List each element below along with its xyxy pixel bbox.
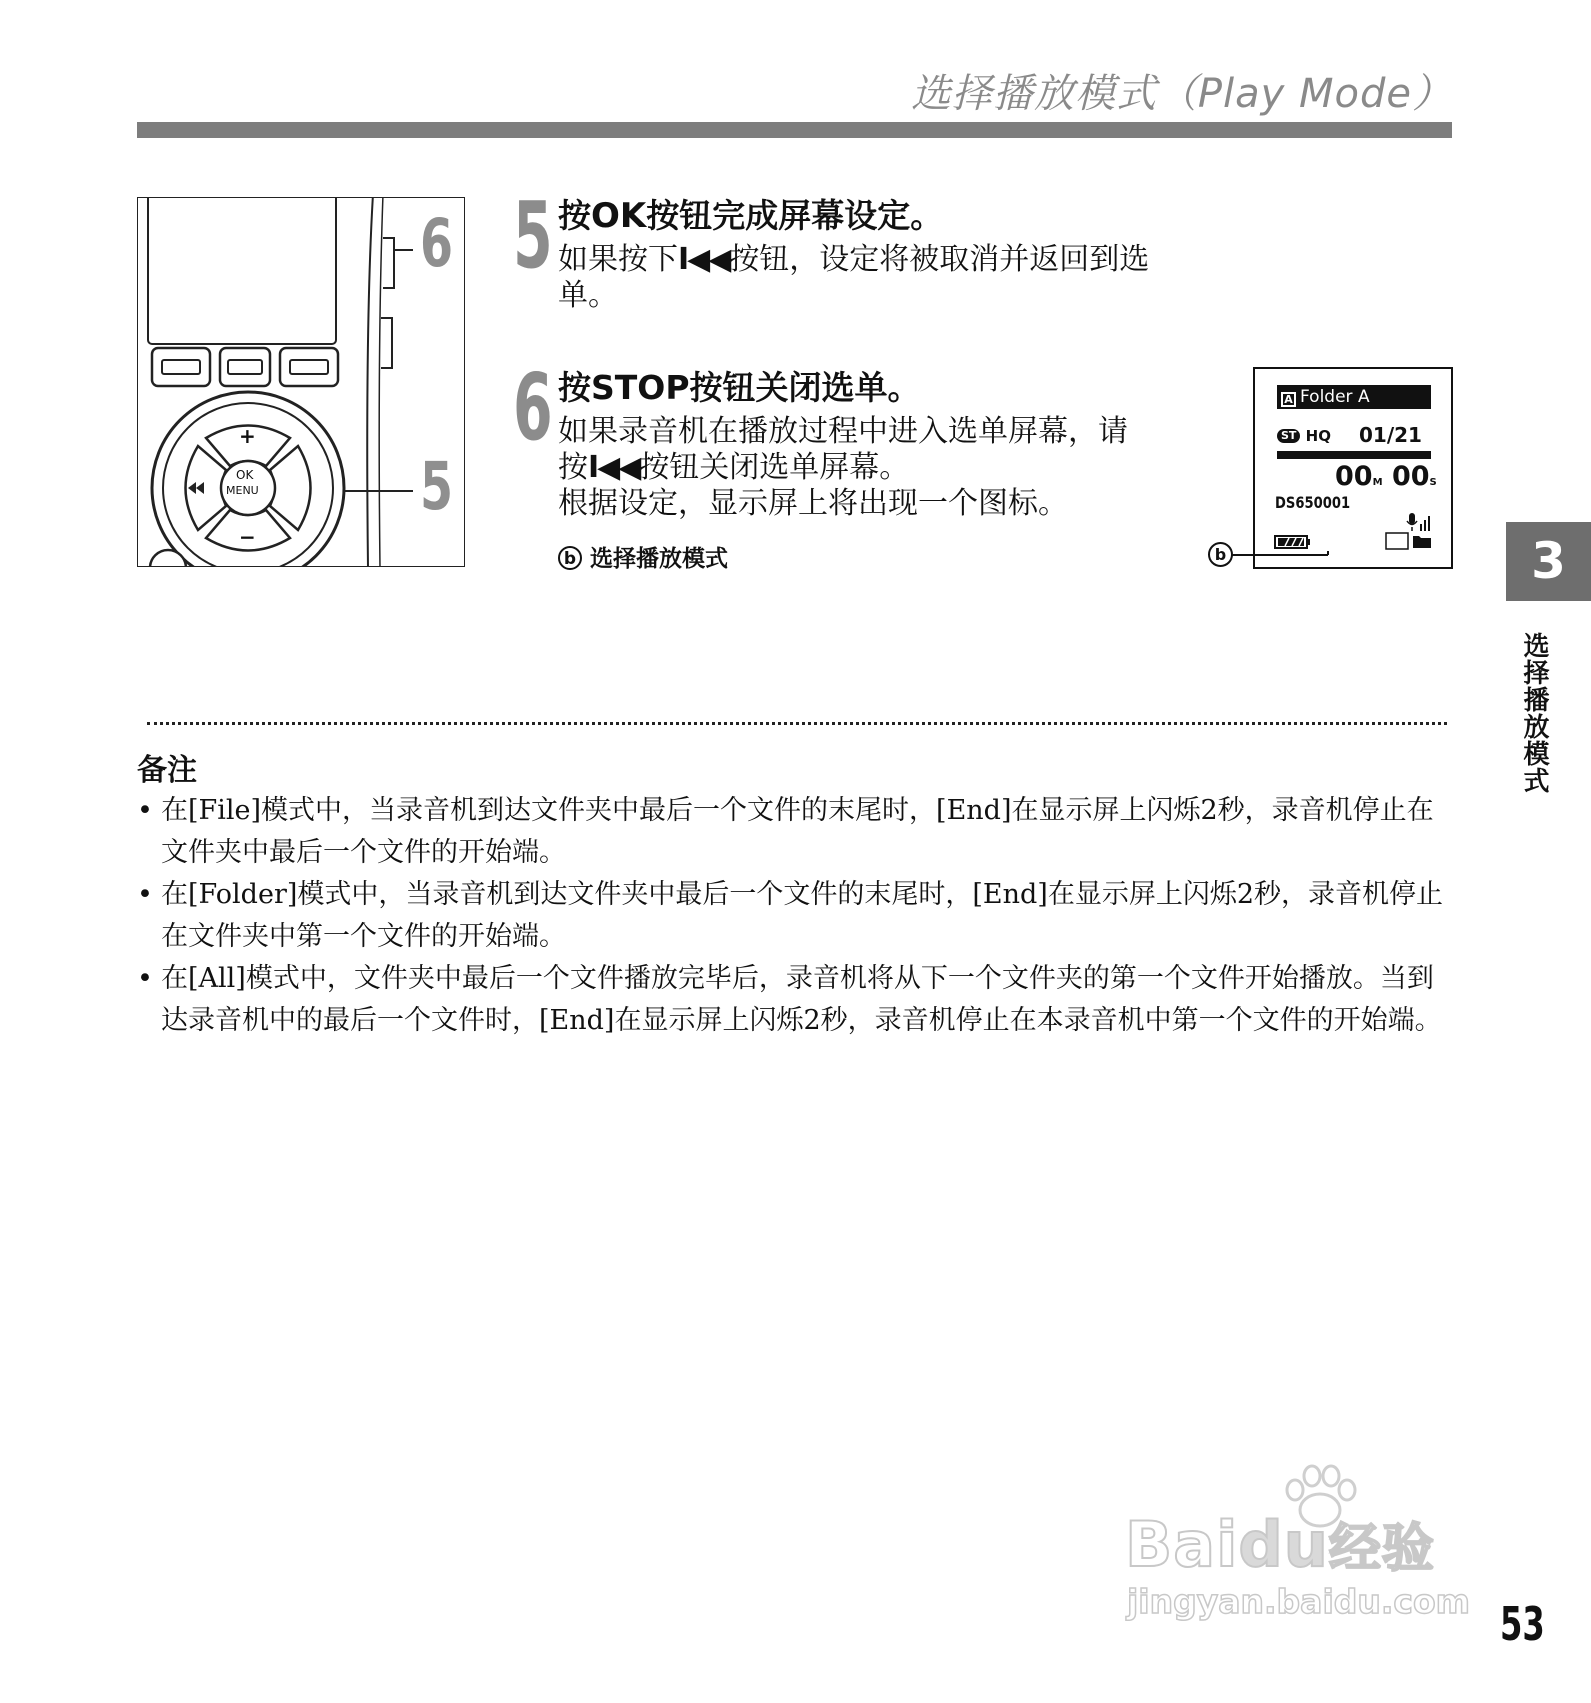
recorder-drawing (138, 198, 465, 567)
marker-b-icon: b (558, 546, 582, 570)
step-5-body-after: 按钮，设定将被取消并返回到选单。 (558, 242, 1150, 313)
step-5-body-before: 如果按下 (558, 242, 678, 277)
notes-title: 备注 (137, 753, 197, 788)
notes-list (137, 790, 1455, 1042)
previous-button-icon: I◀◀ (678, 242, 730, 277)
step-6-heading-suffix: 按钮关闭选单。 (689, 368, 921, 407)
note-item-all: • 在[All]模式中，文件夹中最后一个文件播放完毕后，录音机将从下一个文件夹的第一个文件开始播放。当到达录音机中的最后一个文件时，[End]在显示屏上闪烁2秒，录音机停止在本录音机中第一个文件的开始端。 (137, 958, 1455, 1042)
previous-button-icon: I◀◀ (588, 450, 640, 485)
notes-divider (147, 722, 1447, 725)
plus-label: + (239, 424, 256, 448)
play-mode-folder-icon (1385, 530, 1435, 552)
step-5-heading-prefix: 按 (558, 196, 591, 235)
step-6-heading-key: STOP (591, 368, 690, 407)
ok-label: OK (236, 468, 254, 482)
step-6-number: 6 (513, 354, 553, 461)
step-5-heading-suffix: 按钮完成屏幕设定。 (646, 196, 944, 235)
lcd-progress-fill (1278, 452, 1430, 458)
lcd-mode-row (1277, 427, 1331, 445)
lcd-progress-bar (1277, 451, 1431, 459)
lcd-minutes: 00 (1335, 461, 1373, 492)
device-illustration (137, 197, 465, 567)
page-header-title: 选择播放模式（Play Mode） (910, 71, 1453, 117)
callout-5: 5 (420, 448, 454, 525)
step-6-line-2-before: 按 (558, 450, 588, 485)
step-6-heading-prefix: 按 (558, 368, 591, 407)
lcd-minutes-unit: M (1372, 477, 1383, 488)
lcd-folder-bar (1277, 385, 1431, 409)
callout-b-marker: b (1208, 542, 1233, 567)
lcd-file-name: DS650001 (1275, 493, 1351, 512)
chapter-tab: 3 (1506, 522, 1591, 601)
watermark-brand-bai: Bai (1125, 1508, 1239, 1581)
note-item-file: • 在[File]模式中，当录音机到达文件夹中最后一个文件的末尾时，[End]在显示屏上闪烁2秒，录音机停止在文件夹中最后一个文件的开始端。 (137, 790, 1455, 874)
baidu-watermark (1125, 1462, 1505, 1622)
battery-icon (1273, 533, 1313, 551)
step-6-line-1: 如果录音机在播放过程中进入选单屏幕，请 (558, 414, 1128, 449)
stereo-badge: ST (1277, 429, 1300, 443)
play-mode-note (558, 540, 728, 573)
page-number: 53 (1500, 1597, 1545, 1651)
header-rule (137, 122, 1452, 138)
callout-b-line (1230, 551, 1330, 561)
note-item-folder: • 在[Folder]模式中，当录音机到达文件夹中最后一个文件的末尾时，[End]在显示屏上闪烁2秒，录音机停止在文件夹中第一个文件的开始端。 (137, 874, 1455, 958)
step-6-line-2-after: 按钮关闭选单屏幕。 (639, 450, 910, 485)
watermark-brand-du: du (1238, 1508, 1329, 1581)
lcd-file-counter: 01/21 (1359, 423, 1422, 447)
watermark-suffix: 经验 (1328, 1519, 1435, 1579)
folder-a-icon: A (1281, 392, 1296, 407)
step-6-line-3: 根据设定，显示屏上将出现一个图标。 (558, 486, 1068, 521)
step-5-heading (558, 190, 943, 237)
callout-6: 6 (420, 205, 454, 282)
step-6-body (558, 414, 1198, 522)
chapter-label: 选择播放模式 (1519, 632, 1549, 794)
lcd-display (1253, 367, 1453, 569)
lcd-seconds: 00 (1391, 461, 1430, 492)
step-5-number: 5 (513, 182, 553, 289)
menu-label: MENU (226, 484, 259, 497)
step-5-body (558, 242, 1188, 314)
lcd-seconds-unit: S (1429, 477, 1437, 488)
watermark-url: jingyan.baidu.com (1127, 1582, 1471, 1621)
lcd-folder-name: Folder A (1300, 387, 1370, 407)
play-mode-note-text: 选择播放模式 (590, 546, 728, 572)
lcd-elapsed-time (1335, 461, 1437, 492)
step-5-heading-key: OK (591, 196, 647, 236)
minus-label: − (239, 525, 256, 549)
watermark-brand (1125, 1506, 1435, 1581)
lcd-quality: HQ (1305, 427, 1331, 445)
step-6-heading (558, 362, 921, 409)
